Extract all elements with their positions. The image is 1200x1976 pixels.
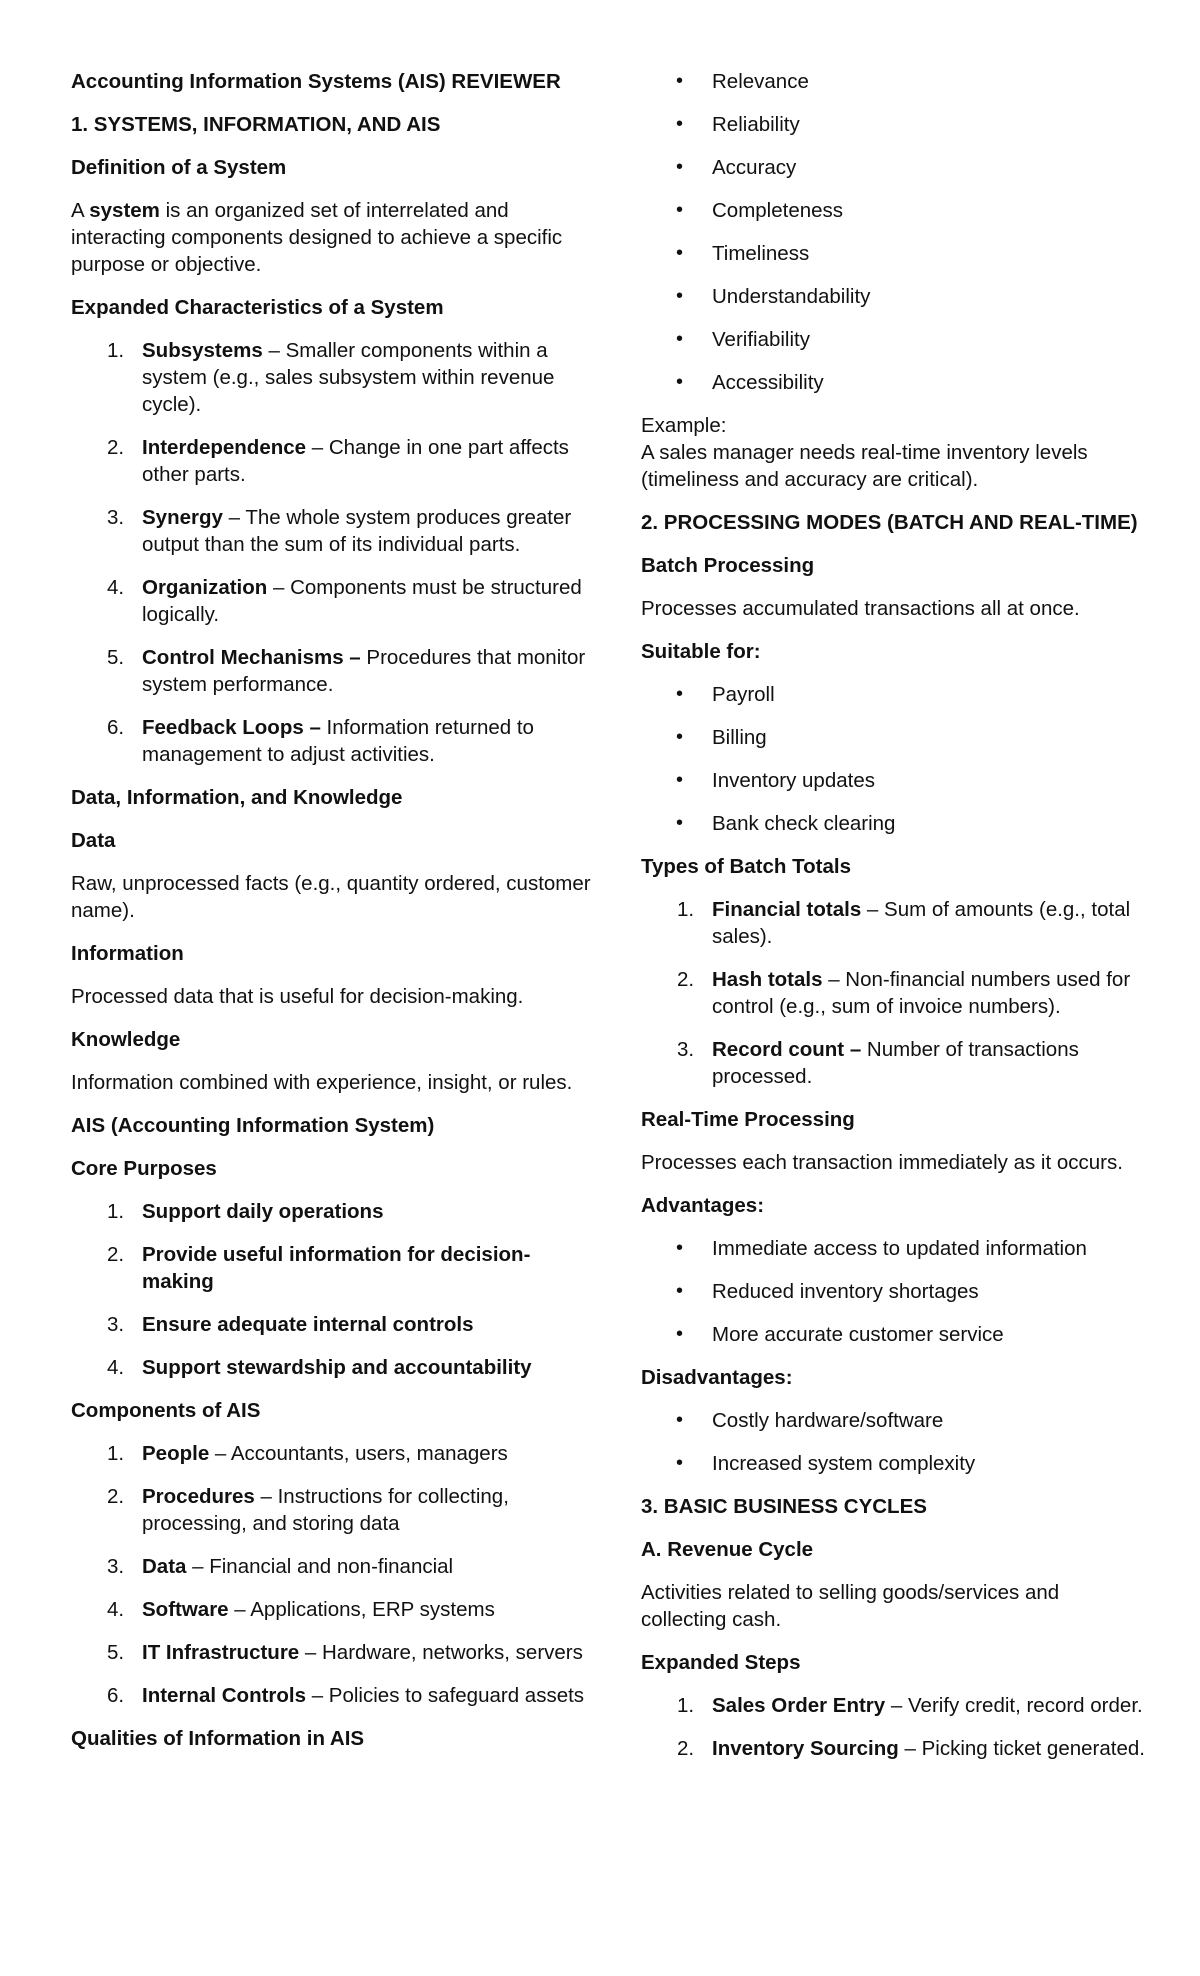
example-label: Example: [641,414,727,437]
batch-heading: Batch Processing [641,554,815,577]
bullet-icon: • [676,726,684,748]
list-item [641,1278,1146,1305]
information-text: Processed data that is useful for decision-making. [71,985,524,1008]
list-item [71,1596,591,1623]
item-text: Inventory updates [712,769,875,792]
item-desc: – Sum of amounts (e.g., total sales). [712,898,1131,948]
item-desc: – Verify credit, record order. [885,1694,1143,1717]
item-term: Interdependence [142,436,307,459]
item-term: Software [142,1598,229,1621]
item-desc: – Change in one part affects other parts. [142,436,569,486]
characteristics-heading: Expanded Characteristics of a System [71,296,444,319]
item-number: 1. [107,1442,125,1465]
list-item [71,504,591,558]
qualities-heading: Qualities of Information in AIS [71,1727,365,1750]
item-number: 3. [107,1555,125,1578]
list-item [71,1241,591,1295]
definition-post: is an organized set of interrelated and interacting components designed to achieve a specific purpose or objective. [71,199,563,276]
list-item [641,369,1146,396]
example-block [641,412,1146,493]
item-term: Inventory Sourcing [712,1737,899,1760]
bullet-icon: • [676,1237,684,1259]
right-column [641,68,1146,1778]
item-term: Organization [142,576,268,599]
item-desc: Information returned to management to adjust activities. [142,716,534,766]
list-item [71,1354,591,1381]
characteristics-list [71,337,591,768]
list-item [641,1450,1146,1477]
list-item [71,1483,591,1537]
list-item [71,644,591,698]
item-term: Support stewardship and accountability [142,1356,532,1379]
list-item [641,154,1146,181]
ais-heading: AIS (Accounting Information System) [71,1114,435,1137]
bullet-icon: • [676,371,684,393]
item-text: Relevance [712,70,809,93]
list-item [641,283,1146,310]
item-term: Control Mechanisms – [142,646,361,669]
list-item [641,111,1146,138]
bullet-icon: • [676,113,684,135]
list-item [71,1639,591,1666]
bullet-icon: • [676,328,684,350]
dik-heading: Data, Information, and Knowledge [71,786,403,809]
information-heading: Information [71,942,184,965]
list-item [641,240,1146,267]
realtime-text: Processes each transaction immediately as it occurs. [641,1151,1123,1174]
item-term: Data [142,1555,187,1578]
list-item [641,1036,1146,1090]
list-item [641,724,1146,751]
item-number: 1. [677,1694,695,1717]
item-text: Understandability [712,285,871,308]
item-text: Accessibility [712,371,824,394]
item-term: Financial totals [712,898,862,921]
list-item [641,681,1146,708]
item-text: Bank check clearing [712,812,896,835]
item-number: 3. [107,1313,125,1336]
list-item [71,574,591,628]
bullet-icon: • [676,1452,684,1474]
item-term: Subsystems [142,339,263,362]
item-number: 6. [107,1684,125,1707]
item-number: 4. [107,1356,125,1379]
document-title: Accounting Information Systems (AIS) REVIEWER [71,70,561,93]
item-text: Billing [712,726,767,749]
item-number: 4. [107,1598,125,1621]
list-item [641,197,1146,224]
batch-totals-list [641,896,1146,1090]
list-item [71,337,591,418]
knowledge-text: Information combined with experience, insight, or rules. [71,1071,573,1094]
batch-totals-heading: Types of Batch Totals [641,855,851,878]
item-desc: – Financial and non-financial [186,1555,454,1578]
components-heading: Components of AIS [71,1399,261,1422]
bullet-icon: • [676,70,684,92]
item-term: Synergy [142,506,223,529]
item-term: Internal Controls [142,1684,307,1707]
item-term: Ensure adequate internal controls [142,1313,474,1336]
item-text: Reduced inventory shortages [712,1280,979,1303]
list-item [641,896,1146,950]
bullet-icon: • [676,199,684,221]
item-desc: – Smaller components within a system (e.g., sales subsystem within revenue cycle). [142,339,555,416]
bullet-icon: • [676,769,684,791]
bullet-icon: • [676,1323,684,1345]
item-number: 2. [677,968,695,991]
disadvantages-list [641,1407,1146,1477]
item-number: 2. [107,1485,125,1508]
item-number: 3. [677,1038,695,1061]
revenue-cycle-heading: A. Revenue Cycle [641,1538,814,1561]
definition-text [71,197,591,278]
item-term: Record count – [712,1038,862,1061]
bullet-icon: • [676,242,684,264]
item-number: 1. [677,898,695,921]
definition-pre: A [71,199,90,222]
item-desc: – Picking ticket generated. [898,1737,1145,1760]
section-2-heading: 2. PROCESSING MODES (BATCH AND REAL-TIME) [641,511,1138,534]
batch-text: Processes accumulated transactions all at once. [641,597,1080,620]
advantages-heading: Advantages: [641,1194,765,1217]
list-item [71,434,591,488]
definition-heading: Definition of a System [71,156,287,179]
item-number: 6. [107,716,125,739]
item-term: Support daily operations [142,1200,384,1223]
item-text: Costly hardware/software [712,1409,944,1432]
list-item [641,1692,1146,1719]
core-purposes-list [71,1198,591,1381]
item-term: Procedures [142,1485,255,1508]
item-number: 5. [107,1641,125,1664]
list-item [641,767,1146,794]
item-text: Verifiability [712,328,810,351]
example-text: A sales manager needs real-time inventory levels (timeliness and accuracy are critical). [641,441,1088,491]
list-item [71,1440,591,1467]
item-desc: – The whole system produces greater output than the sum of its individual parts. [142,506,572,556]
data-heading: Data [71,829,116,852]
item-term: IT Infrastructure [142,1641,300,1664]
item-number: 3. [107,506,125,529]
core-purposes-heading: Core Purposes [71,1157,217,1180]
item-text: Immediate access to updated information [712,1237,1087,1260]
bullet-icon: • [676,285,684,307]
revenue-cycle-text: Activities related to selling goods/services and collecting cash. [641,1581,1060,1631]
item-text: Increased system complexity [712,1452,976,1475]
item-text: Accuracy [712,156,797,179]
disadvantages-heading: Disadvantages: [641,1366,793,1389]
list-item [641,1407,1146,1434]
item-text: More accurate customer service [712,1323,1004,1346]
list-item [641,1735,1146,1762]
section-3-heading: 3. BASIC BUSINESS CYCLES [641,1495,927,1518]
item-desc: – Accountants, users, managers [209,1442,508,1465]
expanded-steps-heading: Expanded Steps [641,1651,801,1674]
list-item [641,1321,1146,1348]
bullet-icon: • [676,156,684,178]
suitable-heading: Suitable for: [641,640,761,663]
left-column [71,68,591,1768]
item-text: Payroll [712,683,775,706]
bullet-icon: • [676,1280,684,1302]
item-text: Completeness [712,199,844,222]
item-desc: – Instructions for collecting, processing, and storing data [142,1485,509,1535]
item-number: 2. [677,1737,695,1760]
item-desc: – Applications, ERP systems [228,1598,495,1621]
item-desc: – Policies to safeguard assets [306,1684,585,1707]
item-term: Sales Order Entry [712,1694,886,1717]
list-item [71,1198,591,1225]
item-text: Reliability [712,113,800,136]
item-term: Hash totals [712,968,823,991]
item-desc: Number of transactions processed. [712,1038,1079,1088]
knowledge-heading: Knowledge [71,1028,181,1051]
item-text: Timeliness [712,242,810,265]
item-term: Feedback Loops – [142,716,321,739]
advantages-list [641,1235,1146,1348]
expanded-steps-list [641,1692,1146,1762]
list-item [641,966,1146,1020]
data-text: Raw, unprocessed facts (e.g., quantity ordered, customer name). [71,872,591,922]
bullet-icon: • [676,683,684,705]
realtime-heading: Real-Time Processing [641,1108,855,1131]
qualities-list [641,68,1146,396]
list-item [641,68,1146,95]
item-number: 4. [107,576,125,599]
list-item [71,1553,591,1580]
item-desc: – Hardware, networks, servers [299,1641,583,1664]
list-item [71,1311,591,1338]
item-number: 1. [107,1200,125,1223]
list-item [641,326,1146,353]
item-desc: Procedures that monitor system performance. [142,646,586,696]
suitable-list [641,681,1146,837]
section-1-heading: 1. SYSTEMS, INFORMATION, AND AIS [71,113,441,136]
item-number: 2. [107,1243,125,1266]
item-number: 5. [107,646,125,669]
bullet-icon: • [676,812,684,834]
item-number: 1. [107,339,125,362]
list-item [641,1235,1146,1262]
definition-term: system [89,199,160,222]
bullet-icon: • [676,1409,684,1431]
list-item [71,714,591,768]
list-item [641,810,1146,837]
item-term: People [142,1442,210,1465]
components-list [71,1440,591,1709]
item-desc: – Components must be structured logically. [142,576,582,626]
item-term: Provide useful information for decision-making [142,1243,531,1293]
item-desc: – Non-financial numbers used for control (e.g., sum of invoice numbers). [712,968,1131,1018]
item-number: 2. [107,436,125,459]
list-item [71,1682,591,1709]
